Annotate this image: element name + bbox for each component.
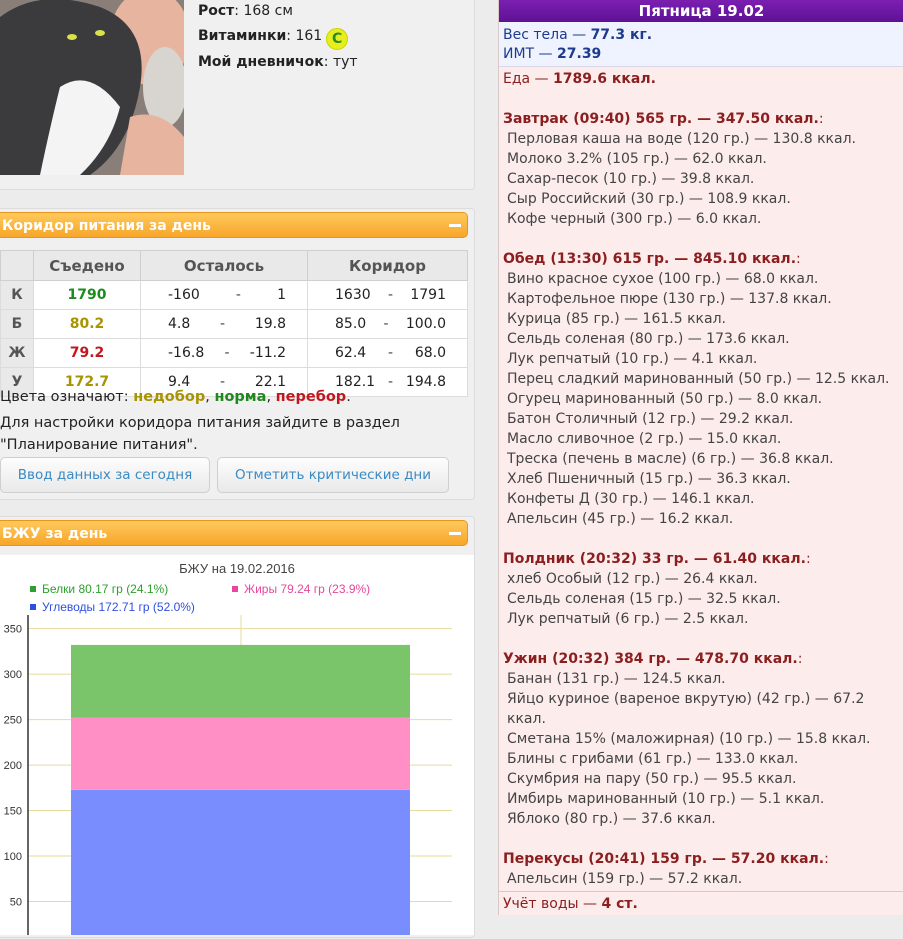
row-label: Ж: [1, 339, 34, 368]
day-panel: [498, 0, 903, 915]
weight-block: [499, 22, 903, 67]
y-tick-label: 350: [3, 623, 22, 636]
bju-header: БЖУ за день: [0, 520, 468, 546]
meals: [503, 109, 900, 889]
meal-item: Имбирь маринованный (10 гр.) — 5.1 ккал.: [507, 791, 825, 807]
meal-item: Сметана 15% (маложирная) (10 гр.) — 15.8 ккал.: [507, 731, 871, 747]
diary-link[interactable]: тут: [332, 54, 358, 70]
corridor-range: 182.1 - 194.8: [308, 368, 468, 397]
meal-item: Яблоко (80 гр.) — 37.6 ккал.: [507, 811, 716, 827]
col-corridor: Коридор: [308, 251, 468, 281]
corridor-row: [1, 339, 468, 368]
meal-item: Перловая каша на воде (120 гр.) — 130.8 ккал.: [507, 131, 856, 147]
profile-card: [0, 0, 475, 190]
vitamins-row: Витаминки: 161 C: [198, 24, 358, 50]
avatar-photo: [0, 0, 184, 175]
remaining-range: 9.4 - 22.1: [141, 368, 308, 397]
meal-item: хлеб Особый (12 гр.) — 26.4 ккал.: [507, 571, 758, 587]
legend-entry: Жиры 79.24 гр (23.9%): [244, 582, 371, 596]
collapse-icon[interactable]: [449, 532, 461, 535]
legend-swatch: [30, 604, 36, 610]
meal-item: Апельсин (159 гр.) — 57.2 ккал.: [507, 871, 743, 887]
chart-title: БЖУ на 19.02.2016: [179, 561, 295, 576]
legend-swatch: [30, 586, 36, 592]
row-label: Б: [1, 310, 34, 339]
y-tick-label: 250: [3, 714, 22, 727]
bju-chart: [0, 555, 474, 935]
meal-item: Вино красное сухое (100 гр.) — 68.0 ккал.: [507, 271, 819, 287]
bju-chart-svg: [0, 555, 474, 935]
meal-item: Масло сливочное (2 гр.) — 15.0 ккал.: [507, 431, 782, 447]
enter-today-button[interactable]: Ввод данных за сегодня: [0, 457, 210, 493]
bar-segment-Жиры: [71, 718, 410, 790]
legend-entry: Углеводы 172.71 гр (52.0%): [42, 600, 195, 614]
meal-item: Курица (85 гр.) — 161.5 ккал.: [507, 311, 726, 327]
corridor-range: 85.0 - 100.0: [308, 310, 468, 339]
remaining-range: 4.8 - 19.8: [141, 310, 308, 339]
meal-item: Апельсин (45 гр.) — 16.2 ккал.: [507, 511, 734, 527]
meal-item: Сельдь соленая (80 гр.) — 173.6 ккал.: [507, 331, 790, 347]
meal-item: Скумбрия на пару (50 гр.) — 95.5 ккал.: [507, 771, 797, 787]
y-tick-label: 200: [3, 760, 22, 773]
avatar[interactable]: [0, 0, 184, 175]
legend-entry: Белки 80.17 гр (24.1%): [42, 582, 169, 596]
meal-item: Банан (131 гр.) — 124.5 ккал.: [507, 671, 726, 687]
remaining-range: -16.8 - -11.2: [141, 339, 308, 368]
mark-critical-days-button[interactable]: Отметить критические дни: [217, 457, 449, 493]
meal-item: Треска (печень в масле) (6 гр.) — 36.8 ккал.: [507, 451, 834, 467]
meal-item: Хлеб Пшеничный (15 гр.) — 36.3 ккал.: [507, 471, 791, 487]
meal-item: Яйцо куриное (вареное вкрутую) (42 гр.) — 67.2 ккал.: [507, 691, 865, 727]
meal-item: Молоко 3.2% (105 гр.) — 62.0 ккал.: [507, 151, 767, 167]
eaten-value: 79.2: [34, 339, 141, 368]
eaten-value: 80.2: [34, 310, 141, 339]
bar-segment-Углеводы: [71, 790, 410, 935]
corridor-header: Коридор питания за день: [0, 212, 468, 238]
row-label: К: [1, 281, 34, 310]
meal-title: Ужин (20:32) 384 гр. — 478.70 ккал.:: [503, 651, 803, 667]
legend-swatch: [232, 586, 238, 592]
corridor-row: [1, 281, 468, 310]
y-tick-label: 300: [3, 669, 22, 682]
remaining-range: -160 - 1: [141, 281, 308, 310]
y-tick-label: 50: [9, 896, 22, 909]
meal-item: Батон Столичный (12 гр.) — 29.2 ккал.: [507, 411, 794, 427]
meal-item: Сахар-песок (10 гр.) — 39.8 ккал.: [507, 171, 755, 187]
meal-item: Картофельное пюре (130 гр.) — 137.8 ккал.: [507, 291, 832, 307]
meal-title: Полдник (20:32) 33 гр. — 61.40 ккал.:: [503, 551, 811, 567]
corridor-card: [0, 208, 475, 500]
bar-segment-Белки: [71, 645, 410, 718]
meal-item: Лук репчатый (10 гр.) — 4.1 ккал.: [507, 351, 758, 367]
corridor-range: 62.4 - 68.0: [308, 339, 468, 368]
meal-item: Сыр Российский (30 гр.) — 108.9 ккал.: [507, 191, 791, 207]
bmi-row: ИМТ — 27.39: [503, 46, 602, 62]
meal-item: Лук репчатый (6 гр.) — 2.5 ккал.: [507, 611, 749, 627]
meal-item: Перец сладкий маринованный (50 гр.) — 12.5 ккал.: [507, 371, 890, 387]
day-title: Пятница 19.02: [499, 0, 903, 22]
vitamin-c-icon: C: [326, 28, 348, 50]
collapse-icon[interactable]: [449, 224, 461, 227]
meal-title: Перекусы (20:41) 159 гр. — 57.20 ккал.:: [503, 851, 829, 867]
corridor-range: 1630 - 1791: [308, 281, 468, 310]
water-row: Учёт воды — 4 ст.: [499, 891, 903, 915]
meal-item: Блины с грибами (61 гр.) — 133.0 ккал.: [507, 751, 799, 767]
y-tick-label: 100: [3, 851, 22, 864]
corridor-table: [0, 250, 468, 397]
meal-item: Сельдь соленая (15 гр.) — 32.5 ккал.: [507, 591, 781, 607]
col-remaining: Осталось: [141, 251, 308, 281]
row-label: У: [1, 368, 34, 397]
bju-card: [0, 516, 475, 938]
y-tick-label: 150: [3, 805, 22, 818]
food-total: Еда — 1789.6 ккал.: [503, 71, 656, 87]
meal-item: Конфеты Д (30 гр.) — 146.1 ккал.: [507, 491, 755, 507]
height-row: Рост: 168 см: [198, 3, 293, 19]
eaten-value: 1790: [34, 281, 141, 310]
corridor-row: [1, 310, 468, 339]
profile-info: [198, 0, 358, 75]
eaten-value: 172.7: [34, 368, 141, 397]
meal-item: Огурец маринованный (50 гр.) — 8.0 ккал.: [507, 391, 823, 407]
setup-hint: Для настройки коридора питания зайдите в раздел "Планирование питания".: [0, 415, 400, 453]
colors-legend: Цвета означают: недобор, норма, перебор.: [0, 389, 351, 405]
meal-title: Обед (13:30) 615 гр. — 845.10 ккал.:: [503, 251, 801, 267]
food-list: [499, 67, 903, 891]
diary-row: Мой дневничок: тут: [198, 54, 358, 70]
col-eaten: Съедено: [34, 251, 141, 281]
meal-title: Завтрак (09:40) 565 гр. — 347.50 ккал.:: [503, 111, 824, 127]
meal-item: Кофе черный (300 гр.) — 6.0 ккал.: [507, 211, 762, 227]
weight-row: Вес тела — 77.3 кг.: [503, 27, 653, 43]
